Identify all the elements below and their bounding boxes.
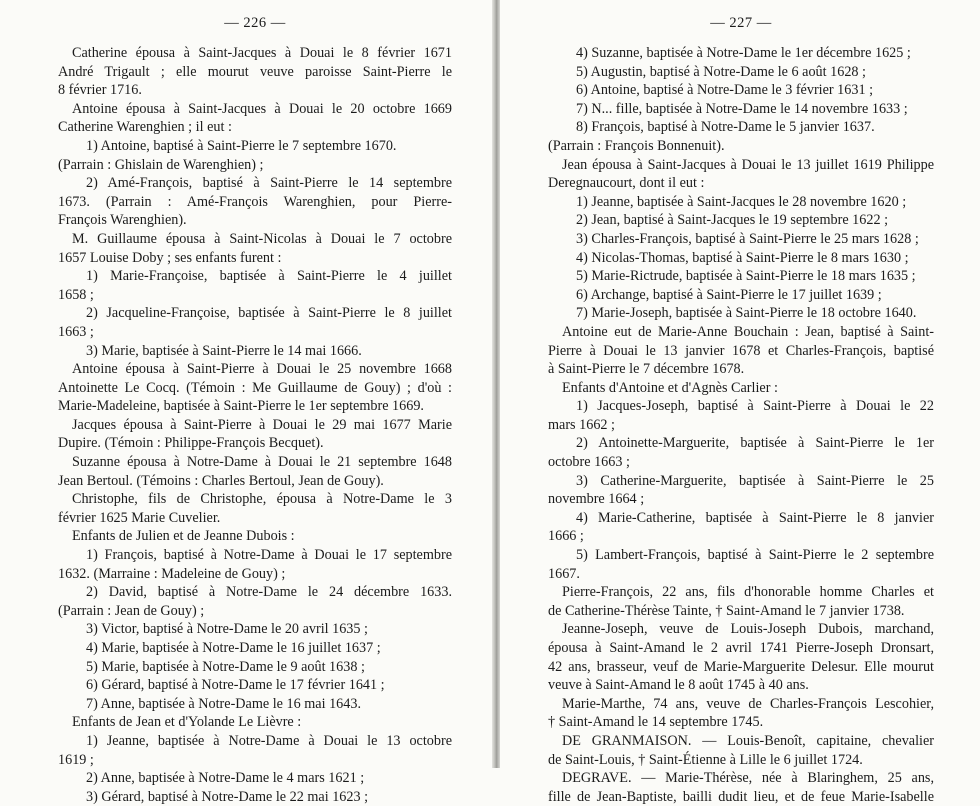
text-line: octobre 1663 ;	[548, 454, 630, 471]
text-line: 2) Antoinette-Marguerite, baptisée à Saint-Pierre le 1er	[576, 435, 934, 452]
text-line: mars 1662 ;	[548, 416, 615, 433]
text-line: 7) N... fille, baptisée à Notre-Dame le 14 novembre 1633 ;	[576, 100, 908, 117]
text-line: 3) Charles-François, baptisé à Saint-Pierre le 25 mars 1628 ;	[576, 230, 919, 247]
text-line: 6) Antoine, baptisé à Notre-Dame le 3 février 1631 ;	[576, 82, 874, 99]
text-line: 3) Marie, baptisée à Saint-Pierre le 14 mai 1666.	[86, 342, 362, 359]
text-line: 5) Lambert-François, baptisé à Saint-Pierre le 2 septembre	[576, 547, 934, 564]
text-line: de Catherine-Thérèse Tainte, † Saint-Amand le 7 janvier 1738.	[548, 602, 905, 619]
text-line: 5) Marie, baptisée à Notre-Dame le 9 août 1638 ;	[86, 658, 365, 675]
text-line: Catherine épousa à Saint-Jacques à Douai le 8 février 1671	[72, 45, 452, 61]
text-line: 5) Augustin, baptisé à Notre-Dame le 6 août 1628 ;	[576, 63, 866, 80]
text-line: (Parrain : Ghislain de Warenghien) ;	[58, 156, 264, 173]
text-line: 1) Antoine, baptisé à Saint-Pierre le 7 septembre 1670.	[86, 137, 397, 154]
text-line: Pierre à Douai le 13 janvier 1678 et Charles-François, baptisé	[548, 342, 934, 359]
book-gutter	[492, 0, 500, 768]
text-line: Antoine épousa à Saint-Jacques à Douai le 20 octobre 1669	[72, 100, 452, 117]
text-line: André Trigault ; elle mourut veuve paroisse Saint-Pierre le	[58, 63, 452, 80]
text-line: Deregnaucourt, dont il eut :	[548, 175, 705, 192]
text-line: 4) Suzanne, baptisée à Notre-Dame le 1er décembre 1625 ;	[576, 45, 911, 61]
text-line: 42 ans, brasseur, veuf de Marie-Marguerite Delesur. Elle mourut	[548, 658, 934, 675]
text-line: Jean Bertoul. (Témoins : Charles Bertoul, Jean de Gouy).	[58, 472, 384, 489]
page-text	[548, 44, 934, 806]
text-line: fille de Jean-Baptiste, bailli dudit lieu, et de feue Marie-Isabelle	[548, 788, 934, 805]
page-text	[58, 44, 452, 806]
text-line: 2) David, baptisé à Notre-Dame le 24 décembre 1633.	[86, 584, 452, 601]
right-page	[500, 0, 980, 805]
text-line: Marie-Marthe, 74 ans, veuve de Charles-François Lescohier,	[562, 695, 934, 712]
text-line: 7) Marie-Joseph, baptisée à Saint-Pierre le 18 octobre 1640.	[576, 305, 917, 322]
text-line: à Saint-Pierre le 7 décembre 1678.	[548, 361, 745, 378]
text-line: (Parrain : Jean de Gouy) ;	[58, 602, 205, 619]
text-line: Enfants de Jean et d'Yolande Le Lièvre :	[72, 714, 302, 731]
text-line: Dupire. (Témoin : Philippe-François Becquet).	[58, 435, 324, 452]
text-line: épousa à Saint-Amand le 2 avril 1741 Pierre-Joseph Dronsart,	[548, 640, 934, 656]
text-line: † Saint-Amand le 14 septembre 1745.	[548, 714, 764, 731]
text-line: 2) Anne, baptisée à Notre-Dame le 4 mars 1621 ;	[86, 770, 365, 787]
page-number: — 227 —	[710, 15, 772, 31]
text-line: 1663 ;	[58, 323, 94, 340]
text-line: 2) Jean, baptisé à Saint-Jacques le 19 septembre 1622 ;	[576, 212, 889, 229]
text-line: Jeanne-Joseph, veuve de Louis-Joseph Dubois, marchand,	[562, 621, 934, 638]
text-line: 7) Anne, baptisée à Notre-Dame le 16 mai 1643.	[86, 695, 361, 712]
text-line: DE GRANMAISON. — Louis-Benoît, capitaine, chevalier	[562, 732, 934, 749]
text-line: novembre 1664 ;	[548, 491, 645, 508]
text-line: Jean épousa à Saint-Jacques à Douai le 13 juillet 1619 Philippe	[562, 156, 934, 173]
text-line: (Parrain : François Bonnenuit).	[548, 137, 725, 154]
text-line: 1632. (Marraine : Madeleine de Gouy) ;	[58, 565, 286, 582]
text-line: de Saint-Louis, † Saint-Étienne à Lille le 6 juillet 1724.	[548, 751, 863, 768]
text-line: 4) Marie-Catherine, baptisée à Saint-Pierre le 8 janvier	[576, 509, 934, 526]
text-line: Antoine épousa à Saint-Pierre à Douai le 25 novembre 1668	[72, 361, 452, 378]
text-line: 1) Marie-Françoise, baptisée à Saint-Pierre le 4 juillet	[86, 268, 452, 285]
text-line: Pierre-François, 22 ans, fils d'honorable homme Charles et	[562, 584, 934, 601]
text-line: 1) Jeanne, baptisée à Saint-Jacques le 28 novembre 1620 ;	[576, 193, 907, 210]
text-line: 3) Victor, baptisé à Notre-Dame le 20 avril 1635 ;	[86, 621, 368, 638]
text-line: 1619 ;	[58, 751, 94, 768]
text-line: Suzanne épousa à Notre-Dame à Douai le 21 septembre 1648	[72, 454, 452, 471]
text-line: 6) Archange, baptisé à Saint-Pierre le 17 juillet 1639 ;	[576, 286, 882, 303]
text-line: 1667.	[548, 565, 580, 582]
text-line: Jacques épousa à Saint-Pierre à Douai le 29 mai 1677 Marie	[72, 416, 452, 433]
text-line: 5) Marie-Rictrude, baptisée à Saint-Pierre le 18 mars 1635 ;	[576, 268, 916, 285]
text-line: Christophe, fils de Christophe, épousa à Notre-Dame le 3	[72, 491, 452, 508]
text-line: 2) Jacqueline-Françoise, baptisée à Saint-Pierre le 8 juillet	[86, 305, 452, 322]
text-line: Marie-Madeleine, baptisée à Saint-Pierre le 1er septembre 1669.	[58, 398, 424, 415]
text-line: 1673. (Parrain : Amé-François Warenghien, pour Pierre-	[58, 193, 452, 210]
text-line: Antoinette Le Cocq. (Témoin : Me Guillaume de Gouy) ; d'où :	[58, 379, 452, 396]
text-line: 3) Gérard, baptisé à Notre-Dame le 22 mai 1623 ;	[86, 788, 369, 805]
text-line: 1) Jacques-Joseph, baptisé à Saint-Pierre à Douai le 22	[576, 398, 934, 415]
text-line: 1) François, baptisé à Notre-Dame à Douai le 17 septembre	[86, 547, 452, 564]
text-line: 3) Catherine-Marguerite, baptisée à Saint-Pierre le 25	[576, 472, 934, 489]
text-line: DEGRAVE. — Marie-Thérèse, née à Blaringhem, 25 ans,	[562, 770, 934, 787]
text-line: février 1625 Marie Cuvelier.	[58, 509, 221, 526]
text-line: 1) Jeanne, baptisée à Notre-Dame à Douai le 13 octobre	[86, 732, 452, 749]
text-line: 1666 ;	[548, 528, 584, 545]
text-line: 8) François, baptisé à Notre-Dame le 5 janvier 1637.	[576, 119, 875, 136]
text-line: Enfants de Julien et de Jeanne Dubois :	[72, 528, 295, 545]
text-line: Enfants d'Antoine et d'Agnès Carlier :	[562, 379, 778, 396]
text-line: François Warenghien).	[58, 212, 187, 229]
text-line: 4) Marie, baptisée à Notre-Dame le 16 juillet 1637 ;	[86, 640, 381, 656]
page-number: — 226 —	[224, 15, 286, 31]
text-line: veuve à Saint-Amand le 8 août 1745 à 40 ans.	[548, 677, 809, 694]
text-line: 1657 Louise Doby ; ses enfants furent :	[58, 249, 282, 266]
text-line: 6) Gérard, baptisé à Notre-Dame le 17 février 1641 ;	[86, 677, 385, 694]
text-line: 4) Nicolas-Thomas, baptisé à Saint-Pierre le 8 mars 1630 ;	[576, 249, 909, 266]
text-line: 2) Amé-François, baptisé à Saint-Pierre le 14 septembre	[86, 175, 452, 192]
text-line: M. Guillaume épousa à Saint-Nicolas à Douai le 7 octobre	[72, 230, 452, 247]
text-line: Antoine eut de Marie-Anne Bouchain : Jean, baptisé à Saint-	[562, 323, 934, 340]
text-line: Catherine Warenghien ; il eut :	[58, 119, 232, 136]
text-line: 8 février 1716.	[58, 82, 142, 99]
text-line: 1658 ;	[58, 286, 94, 303]
